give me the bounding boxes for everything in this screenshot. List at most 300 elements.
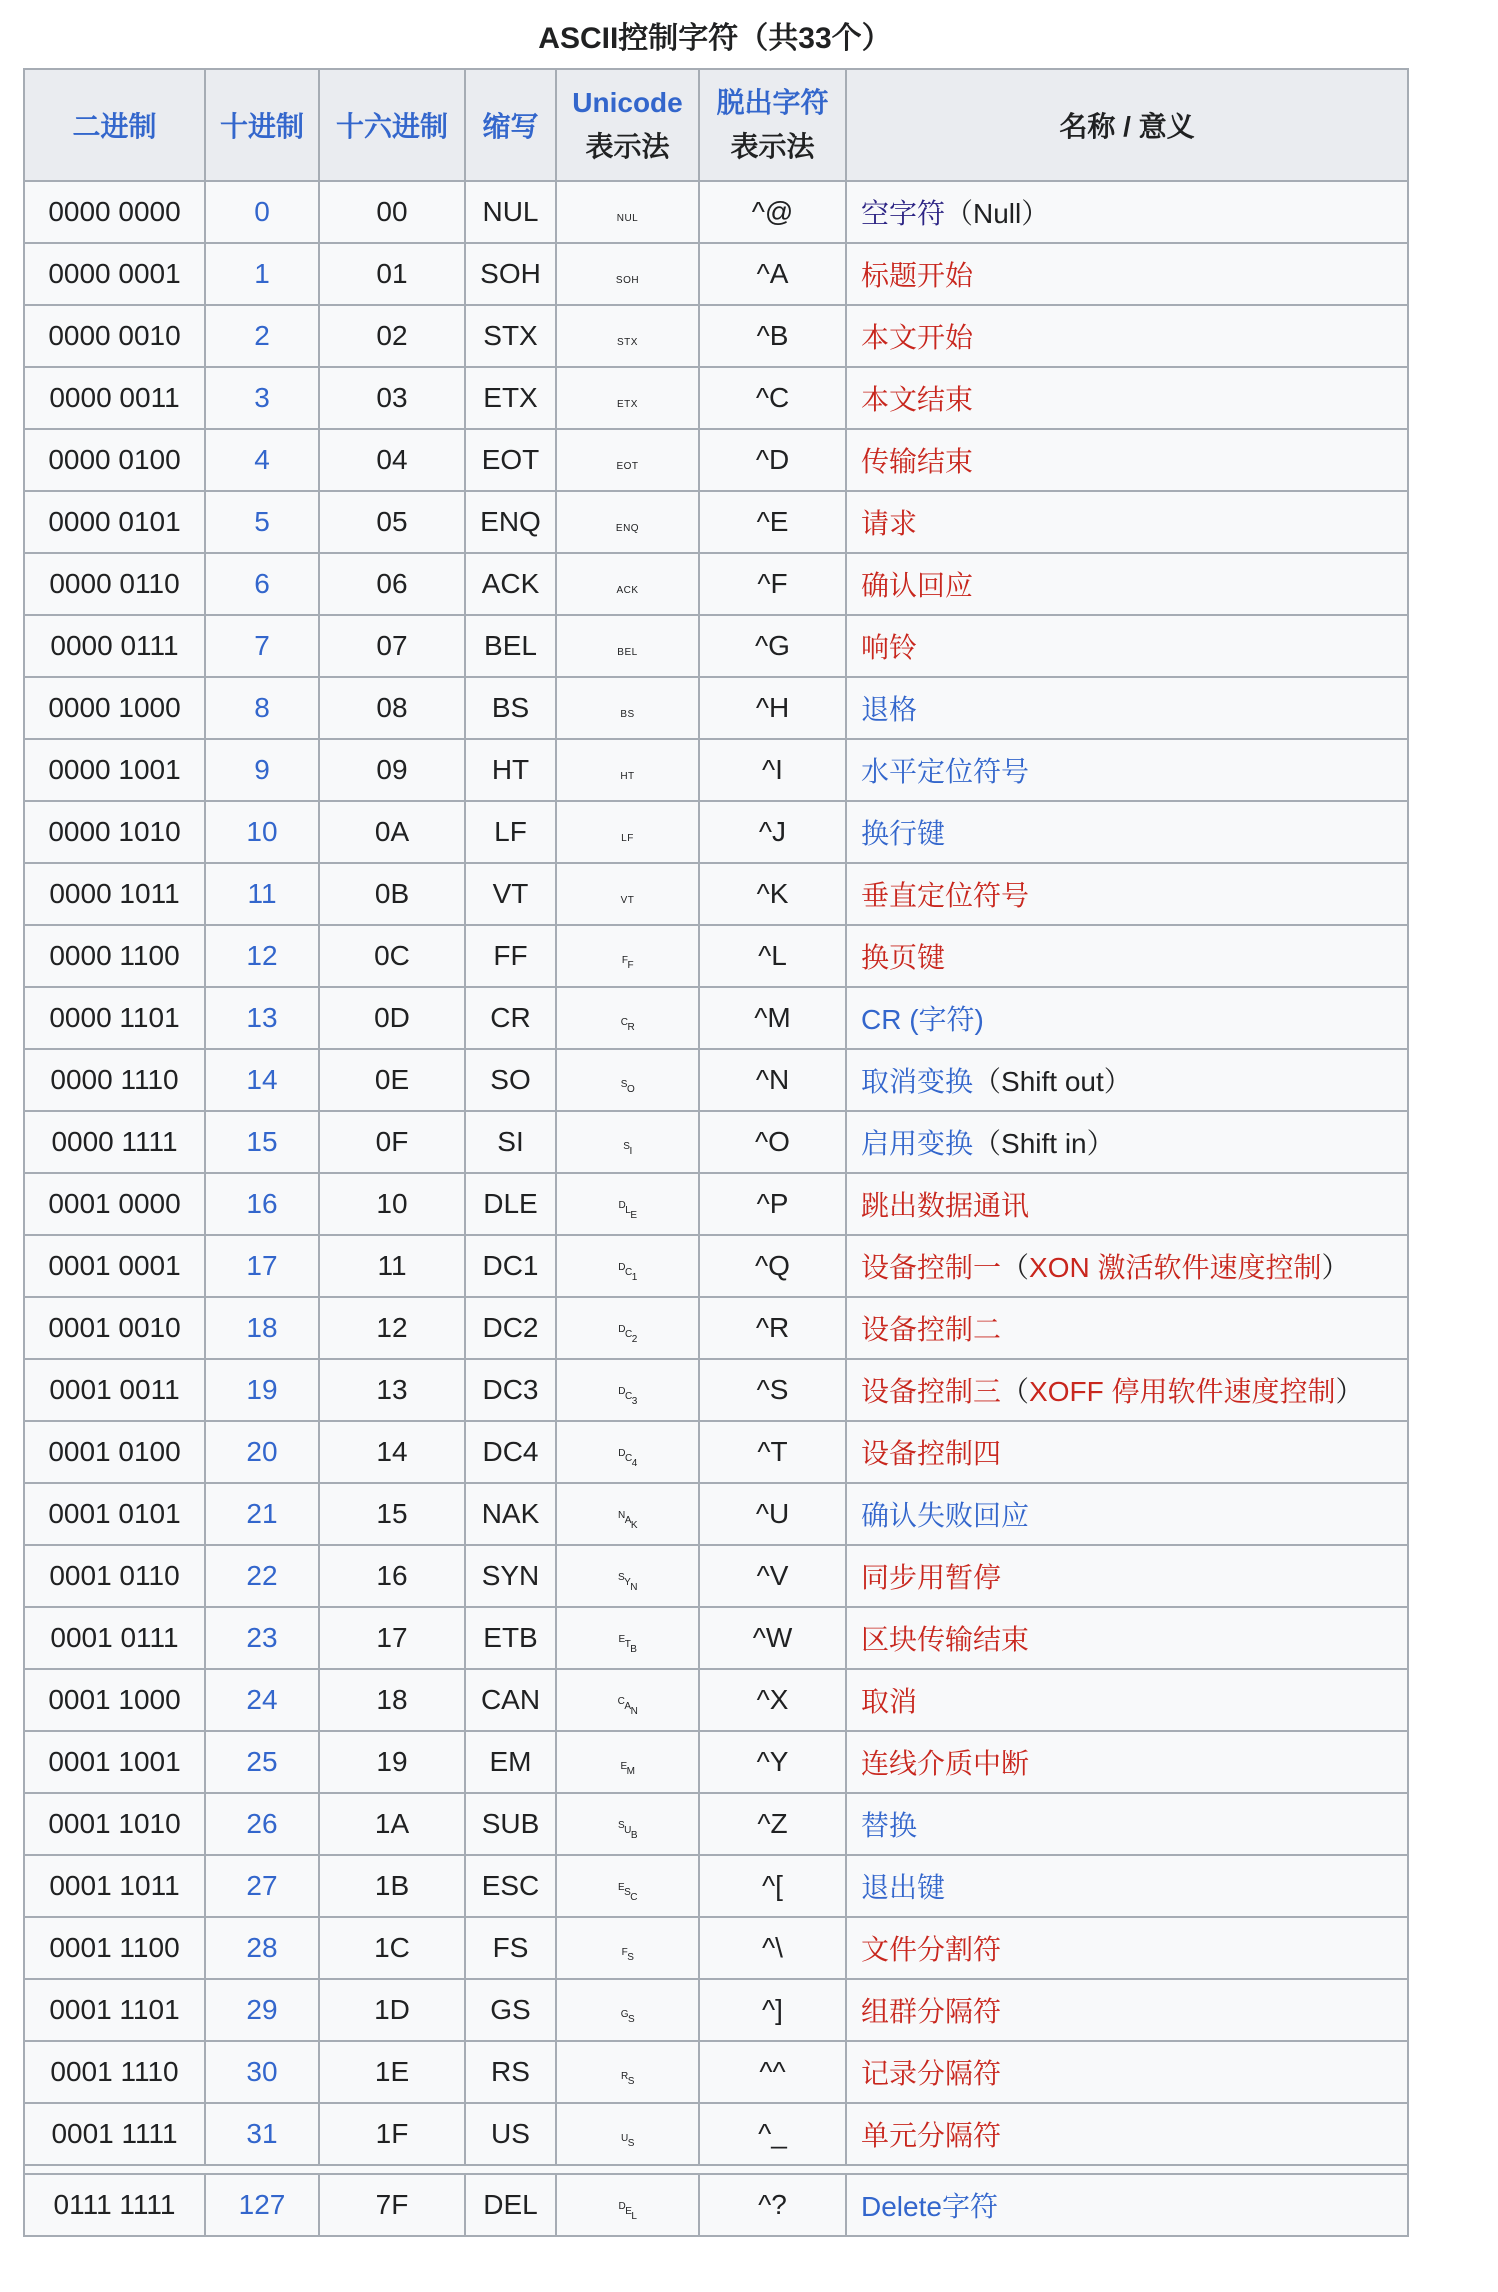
abbr-cell: ETX xyxy=(465,367,556,429)
unicode-symbol-cell xyxy=(556,1855,699,1917)
hex-cell: 11 xyxy=(319,1235,465,1297)
abbr-cell: LF xyxy=(465,801,556,863)
hex-cell: 18 xyxy=(319,1669,465,1731)
name-link[interactable]: 记录分隔符 xyxy=(861,2058,1002,2089)
name-text: （Shift out） xyxy=(973,1066,1132,1097)
header-escape-subtitle: 表示法 xyxy=(730,131,815,162)
decimal-cell xyxy=(205,615,319,677)
name-link[interactable]: 设备控制一 xyxy=(861,1252,1002,1283)
name-cell xyxy=(846,1855,1408,1917)
escape-cell: ^B xyxy=(699,305,846,367)
unicode-symbol-cell xyxy=(556,429,699,491)
decimal-cell xyxy=(205,243,319,305)
name-link[interactable]: 区块传输结束 xyxy=(861,1624,1030,1655)
binary-cell: 0001 0100 xyxy=(24,1421,205,1483)
decimal-link[interactable]: 23 xyxy=(246,1622,278,1653)
table-row xyxy=(24,1669,1408,1731)
binary-cell: 0000 1000 xyxy=(24,677,205,739)
unicode-symbol: ENQ xyxy=(615,523,640,534)
header-unicode-subtitle: 表示法 xyxy=(585,131,670,162)
unicode-symbol: STX xyxy=(617,337,638,348)
hex-cell: 07 xyxy=(319,615,465,677)
name-link[interactable]: 退出键 xyxy=(861,1872,946,1903)
name-cell xyxy=(846,925,1408,987)
escape-cell: ^? xyxy=(699,2174,846,2236)
binary-cell: 0001 1010 xyxy=(24,1793,205,1855)
decimal-cell xyxy=(205,2174,319,2236)
name-link[interactable]: 本文开始 xyxy=(861,322,974,353)
name-cell xyxy=(846,1979,1408,2041)
binary-cell: 0001 0111 xyxy=(24,1607,205,1669)
decimal-link[interactable]: 22 xyxy=(246,1560,278,1591)
decimal-link[interactable]: 4 xyxy=(254,444,270,475)
header-escape-link[interactable]: 脱出字符 xyxy=(716,87,829,118)
escape-cell: ^W xyxy=(699,1607,846,1669)
name-cell xyxy=(846,1483,1408,1545)
escape-cell: ^M xyxy=(699,987,846,1049)
unicode-symbol-cell xyxy=(556,181,699,243)
table-row xyxy=(24,615,1408,677)
name-cell xyxy=(846,1731,1408,1793)
unicode-symbol-cell xyxy=(556,1793,699,1855)
name-cell xyxy=(846,1049,1408,1111)
escape-cell: ^S xyxy=(699,1359,846,1421)
name-cell xyxy=(846,2103,1408,2165)
abbr-cell: SYN xyxy=(465,1545,556,1607)
binary-cell: 0001 1100 xyxy=(24,1917,205,1979)
unicode-symbol: VT xyxy=(620,895,635,906)
name-link[interactable]: Delete字符 xyxy=(861,2191,998,2222)
decimal-cell xyxy=(205,1483,319,1545)
unicode-symbol-cell xyxy=(556,2041,699,2103)
name-cell xyxy=(846,1421,1408,1483)
decimal-cell xyxy=(205,801,319,863)
abbr-cell: ETB xyxy=(465,1607,556,1669)
name-cell xyxy=(846,615,1408,677)
unicode-symbol: ETX xyxy=(617,399,638,410)
header-decimal-link[interactable]: 十进制 xyxy=(219,111,304,142)
decimal-link[interactable]: 25 xyxy=(246,1746,278,1777)
decimal-link[interactable]: 14 xyxy=(246,1064,278,1095)
table-row xyxy=(24,739,1408,801)
table-row xyxy=(24,1731,1408,1793)
name-link[interactable]: 响铃 xyxy=(861,632,918,663)
name-cell xyxy=(846,243,1408,305)
table-row xyxy=(24,1793,1408,1855)
name-link[interactable]: 取消变换 xyxy=(861,1066,974,1097)
hex-cell: 04 xyxy=(319,429,465,491)
abbr-cell: NUL xyxy=(465,181,556,243)
decimal-link[interactable]: 1 xyxy=(254,258,270,289)
table-row xyxy=(24,801,1408,863)
name-link[interactable]: 水平定位符号 xyxy=(861,756,1030,787)
decimal-link[interactable]: 18 xyxy=(246,1312,278,1343)
name-cell xyxy=(846,1297,1408,1359)
decimal-link[interactable]: 19 xyxy=(246,1374,278,1405)
name-cell xyxy=(846,2174,1408,2236)
abbr-cell: CR xyxy=(465,987,556,1049)
name-text: ） xyxy=(1321,1252,1350,1283)
decimal-link[interactable]: 16 xyxy=(246,1188,278,1219)
name-link[interactable]: 同步用暂停 xyxy=(861,1562,1002,1593)
name-cell xyxy=(846,863,1408,925)
header-row xyxy=(24,69,1408,181)
decimal-cell xyxy=(205,429,319,491)
binary-cell: 0000 1001 xyxy=(24,739,205,801)
binary-cell: 0000 0111 xyxy=(24,615,205,677)
abbr-cell: NAK xyxy=(465,1483,556,1545)
escape-cell: ^\ xyxy=(699,1917,846,1979)
name-link[interactable]: 换行键 xyxy=(861,818,946,849)
table-header xyxy=(24,69,1408,181)
unicode-symbol: US xyxy=(621,2132,634,2149)
binary-cell: 0000 0100 xyxy=(24,429,205,491)
unicode-symbol: SI xyxy=(623,1140,632,1157)
unicode-symbol: DLE xyxy=(618,1200,637,1221)
name-cell xyxy=(846,553,1408,615)
abbr-cell: SOH xyxy=(465,243,556,305)
name-cell xyxy=(846,801,1408,863)
decimal-link[interactable]: 3 xyxy=(254,382,270,413)
decimal-link[interactable]: 24 xyxy=(246,1684,278,1715)
escape-cell: ^N xyxy=(699,1049,846,1111)
unicode-symbol-cell xyxy=(556,1669,699,1731)
escape-cell: ^^ xyxy=(699,2041,846,2103)
abbr-cell: HT xyxy=(465,739,556,801)
table-row xyxy=(24,1855,1408,1917)
decimal-link[interactable]: 31 xyxy=(246,2118,278,2149)
name-link[interactable]: 单元分隔符 xyxy=(861,2120,1002,2151)
name-link[interactable]: 本文结束 xyxy=(861,384,974,415)
escape-cell: ^U xyxy=(699,1483,846,1545)
abbr-cell: CAN xyxy=(465,1669,556,1731)
decimal-cell xyxy=(205,739,319,801)
hex-cell: 0A xyxy=(319,801,465,863)
escape-cell: ^P xyxy=(699,1173,846,1235)
decimal-link[interactable]: 11 xyxy=(247,878,277,909)
unicode-symbol: ESC xyxy=(617,1882,638,1903)
ascii-control-table xyxy=(23,68,1409,2237)
page-title: ASCII控制字符（共33个） xyxy=(538,22,892,55)
name-link[interactable]: 设备控制二 xyxy=(861,1314,1002,1345)
table-row xyxy=(24,1421,1408,1483)
abbr-cell: BS xyxy=(465,677,556,739)
binary-cell: 0000 1110 xyxy=(24,1049,205,1111)
abbr-cell: DC3 xyxy=(465,1359,556,1421)
unicode-symbol: SUB xyxy=(617,1820,638,1841)
hex-cell: 06 xyxy=(319,553,465,615)
name-link[interactable]: 取消 xyxy=(861,1686,918,1717)
name-cell xyxy=(846,677,1408,739)
hex-cell: 05 xyxy=(319,491,465,553)
binary-cell: 0001 0110 xyxy=(24,1545,205,1607)
unicode-symbol: SOH xyxy=(615,275,640,286)
decimal-cell xyxy=(205,2041,319,2103)
name-text: （ xyxy=(1001,1252,1030,1283)
hex-cell: 00 xyxy=(319,181,465,243)
binary-cell: 0001 0101 xyxy=(24,1483,205,1545)
name-link[interactable]: XOFF 停用软件速度控制 xyxy=(1029,1376,1336,1407)
table-row xyxy=(24,2041,1408,2103)
table-row xyxy=(24,1235,1408,1297)
unicode-symbol: DC3 xyxy=(618,1386,637,1407)
hex-cell: 1A xyxy=(319,1793,465,1855)
decimal-cell xyxy=(205,2103,319,2165)
decimal-cell xyxy=(205,677,319,739)
decimal-cell xyxy=(205,987,319,1049)
abbr-cell: US xyxy=(465,2103,556,2165)
hex-cell: 1C xyxy=(319,1917,465,1979)
binary-cell: 0000 1101 xyxy=(24,987,205,1049)
hex-cell: 1D xyxy=(319,1979,465,2041)
hex-cell: 1F xyxy=(319,2103,465,2165)
abbr-cell: SO xyxy=(465,1049,556,1111)
unicode-symbol: GS xyxy=(620,2008,635,2025)
binary-cell: 0001 1101 xyxy=(24,1979,205,2041)
header-hex-link[interactable]: 十六进制 xyxy=(335,111,448,142)
name-link[interactable]: 替换 xyxy=(861,1810,918,1841)
header-binary-link[interactable]: 二进制 xyxy=(72,111,157,142)
unicode-symbol: NAK xyxy=(617,1510,638,1531)
unicode-symbol: BEL xyxy=(617,647,638,658)
table-row xyxy=(24,1483,1408,1545)
unicode-symbol-cell xyxy=(556,1297,699,1359)
unicode-symbol-cell xyxy=(556,1731,699,1793)
name-cell xyxy=(846,181,1408,243)
decimal-cell xyxy=(205,1855,319,1917)
name-cell xyxy=(846,305,1408,367)
unicode-symbol-cell xyxy=(556,987,699,1049)
escape-cell: ^R xyxy=(699,1297,846,1359)
table-row xyxy=(24,1917,1408,1979)
name-cell xyxy=(846,367,1408,429)
header-name-label: 名称 / 意义 xyxy=(1059,111,1195,142)
unicode-symbol-cell xyxy=(556,1483,699,1545)
decimal-link[interactable]: 28 xyxy=(246,1932,278,1963)
unicode-symbol: ACK xyxy=(616,585,639,596)
hex-cell: 02 xyxy=(319,305,465,367)
decimal-cell xyxy=(205,1545,319,1607)
name-link[interactable]: 连线介质中断 xyxy=(861,1748,1030,1779)
decimal-link[interactable]: 27 xyxy=(246,1870,278,1901)
name-link[interactable]: 组群分隔符 xyxy=(861,1996,1002,2027)
decimal-cell xyxy=(205,491,319,553)
abbr-cell: ESC xyxy=(465,1855,556,1917)
name-cell xyxy=(846,1545,1408,1607)
hex-cell: 15 xyxy=(319,1483,465,1545)
decimal-link[interactable]: 29 xyxy=(246,1994,278,2025)
abbr-cell: EOT xyxy=(465,429,556,491)
decimal-link[interactable]: 13 xyxy=(246,1002,278,1033)
binary-cell: 0001 1110 xyxy=(24,2041,205,2103)
abbr-cell: ENQ xyxy=(465,491,556,553)
escape-cell: ^A xyxy=(699,243,846,305)
binary-cell: 0001 1001 xyxy=(24,1731,205,1793)
binary-cell: 0001 1000 xyxy=(24,1669,205,1731)
header-unicode-link[interactable]: Unicode xyxy=(572,87,683,118)
name-link[interactable]: 文件分割符 xyxy=(861,1934,1002,1965)
name-cell xyxy=(846,1235,1408,1297)
name-link[interactable]: XON 激活软件速度控制 xyxy=(1029,1252,1322,1283)
unicode-symbol-cell xyxy=(556,1235,699,1297)
unicode-symbol-cell xyxy=(556,615,699,677)
table-row xyxy=(24,987,1408,1049)
decimal-cell xyxy=(205,1111,319,1173)
name-link[interactable]: 设备控制三 xyxy=(861,1376,1002,1407)
hex-cell: 10 xyxy=(319,1173,465,1235)
name-link[interactable]: 空字符 xyxy=(861,198,946,229)
decimal-link[interactable]: 2 xyxy=(254,320,270,351)
name-cell xyxy=(846,1669,1408,1731)
unicode-symbol: DEL xyxy=(618,2201,637,2222)
decimal-link[interactable]: 17 xyxy=(246,1250,278,1281)
escape-cell: ^Y xyxy=(699,1731,846,1793)
decimal-cell xyxy=(205,367,319,429)
decimal-link[interactable]: 20 xyxy=(246,1436,278,1467)
hex-cell: 0C xyxy=(319,925,465,987)
decimal-link[interactable]: 127 xyxy=(238,2189,286,2220)
name-link[interactable]: 跳出数据通讯 xyxy=(861,1190,1030,1221)
name-link[interactable]: 标题开始 xyxy=(861,260,974,291)
decimal-link[interactable]: 12 xyxy=(246,940,278,971)
decimal-cell xyxy=(205,1421,319,1483)
binary-cell: 0000 1011 xyxy=(24,863,205,925)
unicode-symbol-cell xyxy=(556,801,699,863)
unicode-symbol-cell xyxy=(556,243,699,305)
unicode-symbol-cell xyxy=(556,739,699,801)
table-row xyxy=(24,429,1408,491)
decimal-link[interactable]: 6 xyxy=(254,568,270,599)
binary-cell: 0000 1100 xyxy=(24,925,205,987)
binary-cell: 0001 1111 xyxy=(24,2103,205,2165)
name-cell xyxy=(846,1917,1408,1979)
table-row xyxy=(24,2174,1408,2236)
binary-cell: 0001 0010 xyxy=(24,1297,205,1359)
section-separator-row xyxy=(24,2165,1408,2174)
unicode-symbol: EM xyxy=(620,1760,635,1777)
binary-cell: 0000 0010 xyxy=(24,305,205,367)
header-binary xyxy=(24,69,205,181)
decimal-link[interactable]: 9 xyxy=(254,754,270,785)
decimal-link[interactable]: 0 xyxy=(254,196,270,227)
unicode-symbol-cell xyxy=(556,1359,699,1421)
escape-cell: ^K xyxy=(699,863,846,925)
unicode-symbol-cell xyxy=(556,1545,699,1607)
del-char-body xyxy=(24,2165,1408,2236)
hex-cell: 13 xyxy=(319,1359,465,1421)
hex-cell: 09 xyxy=(319,739,465,801)
unicode-symbol: NUL xyxy=(616,213,639,224)
hex-cell: 14 xyxy=(319,1421,465,1483)
table-row xyxy=(24,181,1408,243)
decimal-link[interactable]: 26 xyxy=(246,1808,278,1839)
decimal-link[interactable]: 30 xyxy=(246,2056,278,2087)
escape-cell: ^V xyxy=(699,1545,846,1607)
table-row xyxy=(24,1359,1408,1421)
binary-cell: 0000 1111 xyxy=(24,1111,205,1173)
decimal-cell xyxy=(205,1173,319,1235)
name-cell xyxy=(846,429,1408,491)
binary-cell: 0000 0101 xyxy=(24,491,205,553)
binary-cell: 0001 0000 xyxy=(24,1173,205,1235)
binary-cell: 0000 0110 xyxy=(24,553,205,615)
unicode-symbol-cell xyxy=(556,925,699,987)
escape-cell: ^@ xyxy=(699,181,846,243)
unicode-symbol: DC4 xyxy=(618,1448,637,1469)
abbr-cell: SUB xyxy=(465,1793,556,1855)
table-row xyxy=(24,1111,1408,1173)
escape-cell: ^[ xyxy=(699,1855,846,1917)
decimal-cell xyxy=(205,1049,319,1111)
hex-cell: 0E xyxy=(319,1049,465,1111)
decimal-link[interactable]: 10 xyxy=(246,816,278,847)
name-link[interactable]: 请求 xyxy=(861,508,918,539)
decimal-link[interactable]: 7 xyxy=(254,630,270,661)
unicode-symbol: DC2 xyxy=(618,1324,637,1345)
table-row xyxy=(24,2103,1408,2165)
decimal-cell xyxy=(205,1359,319,1421)
table-row xyxy=(24,863,1408,925)
unicode-symbol-cell xyxy=(556,1421,699,1483)
decimal-link[interactable]: 21 xyxy=(246,1498,278,1529)
name-link[interactable]: 确认回应 xyxy=(861,570,974,601)
unicode-symbol: LF xyxy=(621,833,634,844)
binary-cell: 0000 0001 xyxy=(24,243,205,305)
table-row xyxy=(24,1173,1408,1235)
escape-cell: ^Z xyxy=(699,1793,846,1855)
header-abbr-link[interactable]: 缩写 xyxy=(482,111,539,142)
escape-cell: ^J xyxy=(699,801,846,863)
unicode-symbol: SO xyxy=(620,1078,635,1095)
table-row xyxy=(24,491,1408,553)
header-unicode xyxy=(556,69,699,181)
name-link[interactable]: 换页键 xyxy=(861,942,946,973)
abbr-cell: EM xyxy=(465,1731,556,1793)
name-link[interactable]: CR (字符) xyxy=(861,1004,984,1035)
escape-cell: ^G xyxy=(699,615,846,677)
name-link[interactable]: 确认失败回应 xyxy=(861,1500,1030,1531)
hex-cell: 19 xyxy=(319,1731,465,1793)
name-link[interactable]: 启用变换 xyxy=(861,1128,974,1159)
escape-cell: ^C xyxy=(699,367,846,429)
decimal-cell xyxy=(205,1793,319,1855)
name-link[interactable]: 传输结束 xyxy=(861,446,974,477)
abbr-cell: FF xyxy=(465,925,556,987)
name-cell xyxy=(846,1111,1408,1173)
binary-cell: 0111 1111 xyxy=(24,2174,205,2236)
name-cell xyxy=(846,2041,1408,2103)
unicode-symbol-cell xyxy=(556,553,699,615)
unicode-symbol-cell xyxy=(556,1173,699,1235)
hex-cell: 1B xyxy=(319,1855,465,1917)
name-link[interactable]: 退格 xyxy=(861,694,918,725)
escape-cell: ^T xyxy=(699,1421,846,1483)
name-link[interactable]: 垂直定位符号 xyxy=(861,880,1030,911)
hex-cell: 01 xyxy=(319,243,465,305)
decimal-link[interactable]: 8 xyxy=(254,692,270,723)
unicode-symbol: CR xyxy=(620,1016,635,1033)
table-row xyxy=(24,553,1408,615)
decimal-link[interactable]: 5 xyxy=(254,506,270,537)
table-row xyxy=(24,367,1408,429)
table-row xyxy=(24,925,1408,987)
decimal-link[interactable]: 15 xyxy=(246,1126,278,1157)
decimal-cell xyxy=(205,925,319,987)
decimal-cell xyxy=(205,1731,319,1793)
unicode-symbol-cell xyxy=(556,305,699,367)
unicode-symbol: HT xyxy=(620,771,635,782)
name-link[interactable]: 设备控制四 xyxy=(861,1438,1002,1469)
